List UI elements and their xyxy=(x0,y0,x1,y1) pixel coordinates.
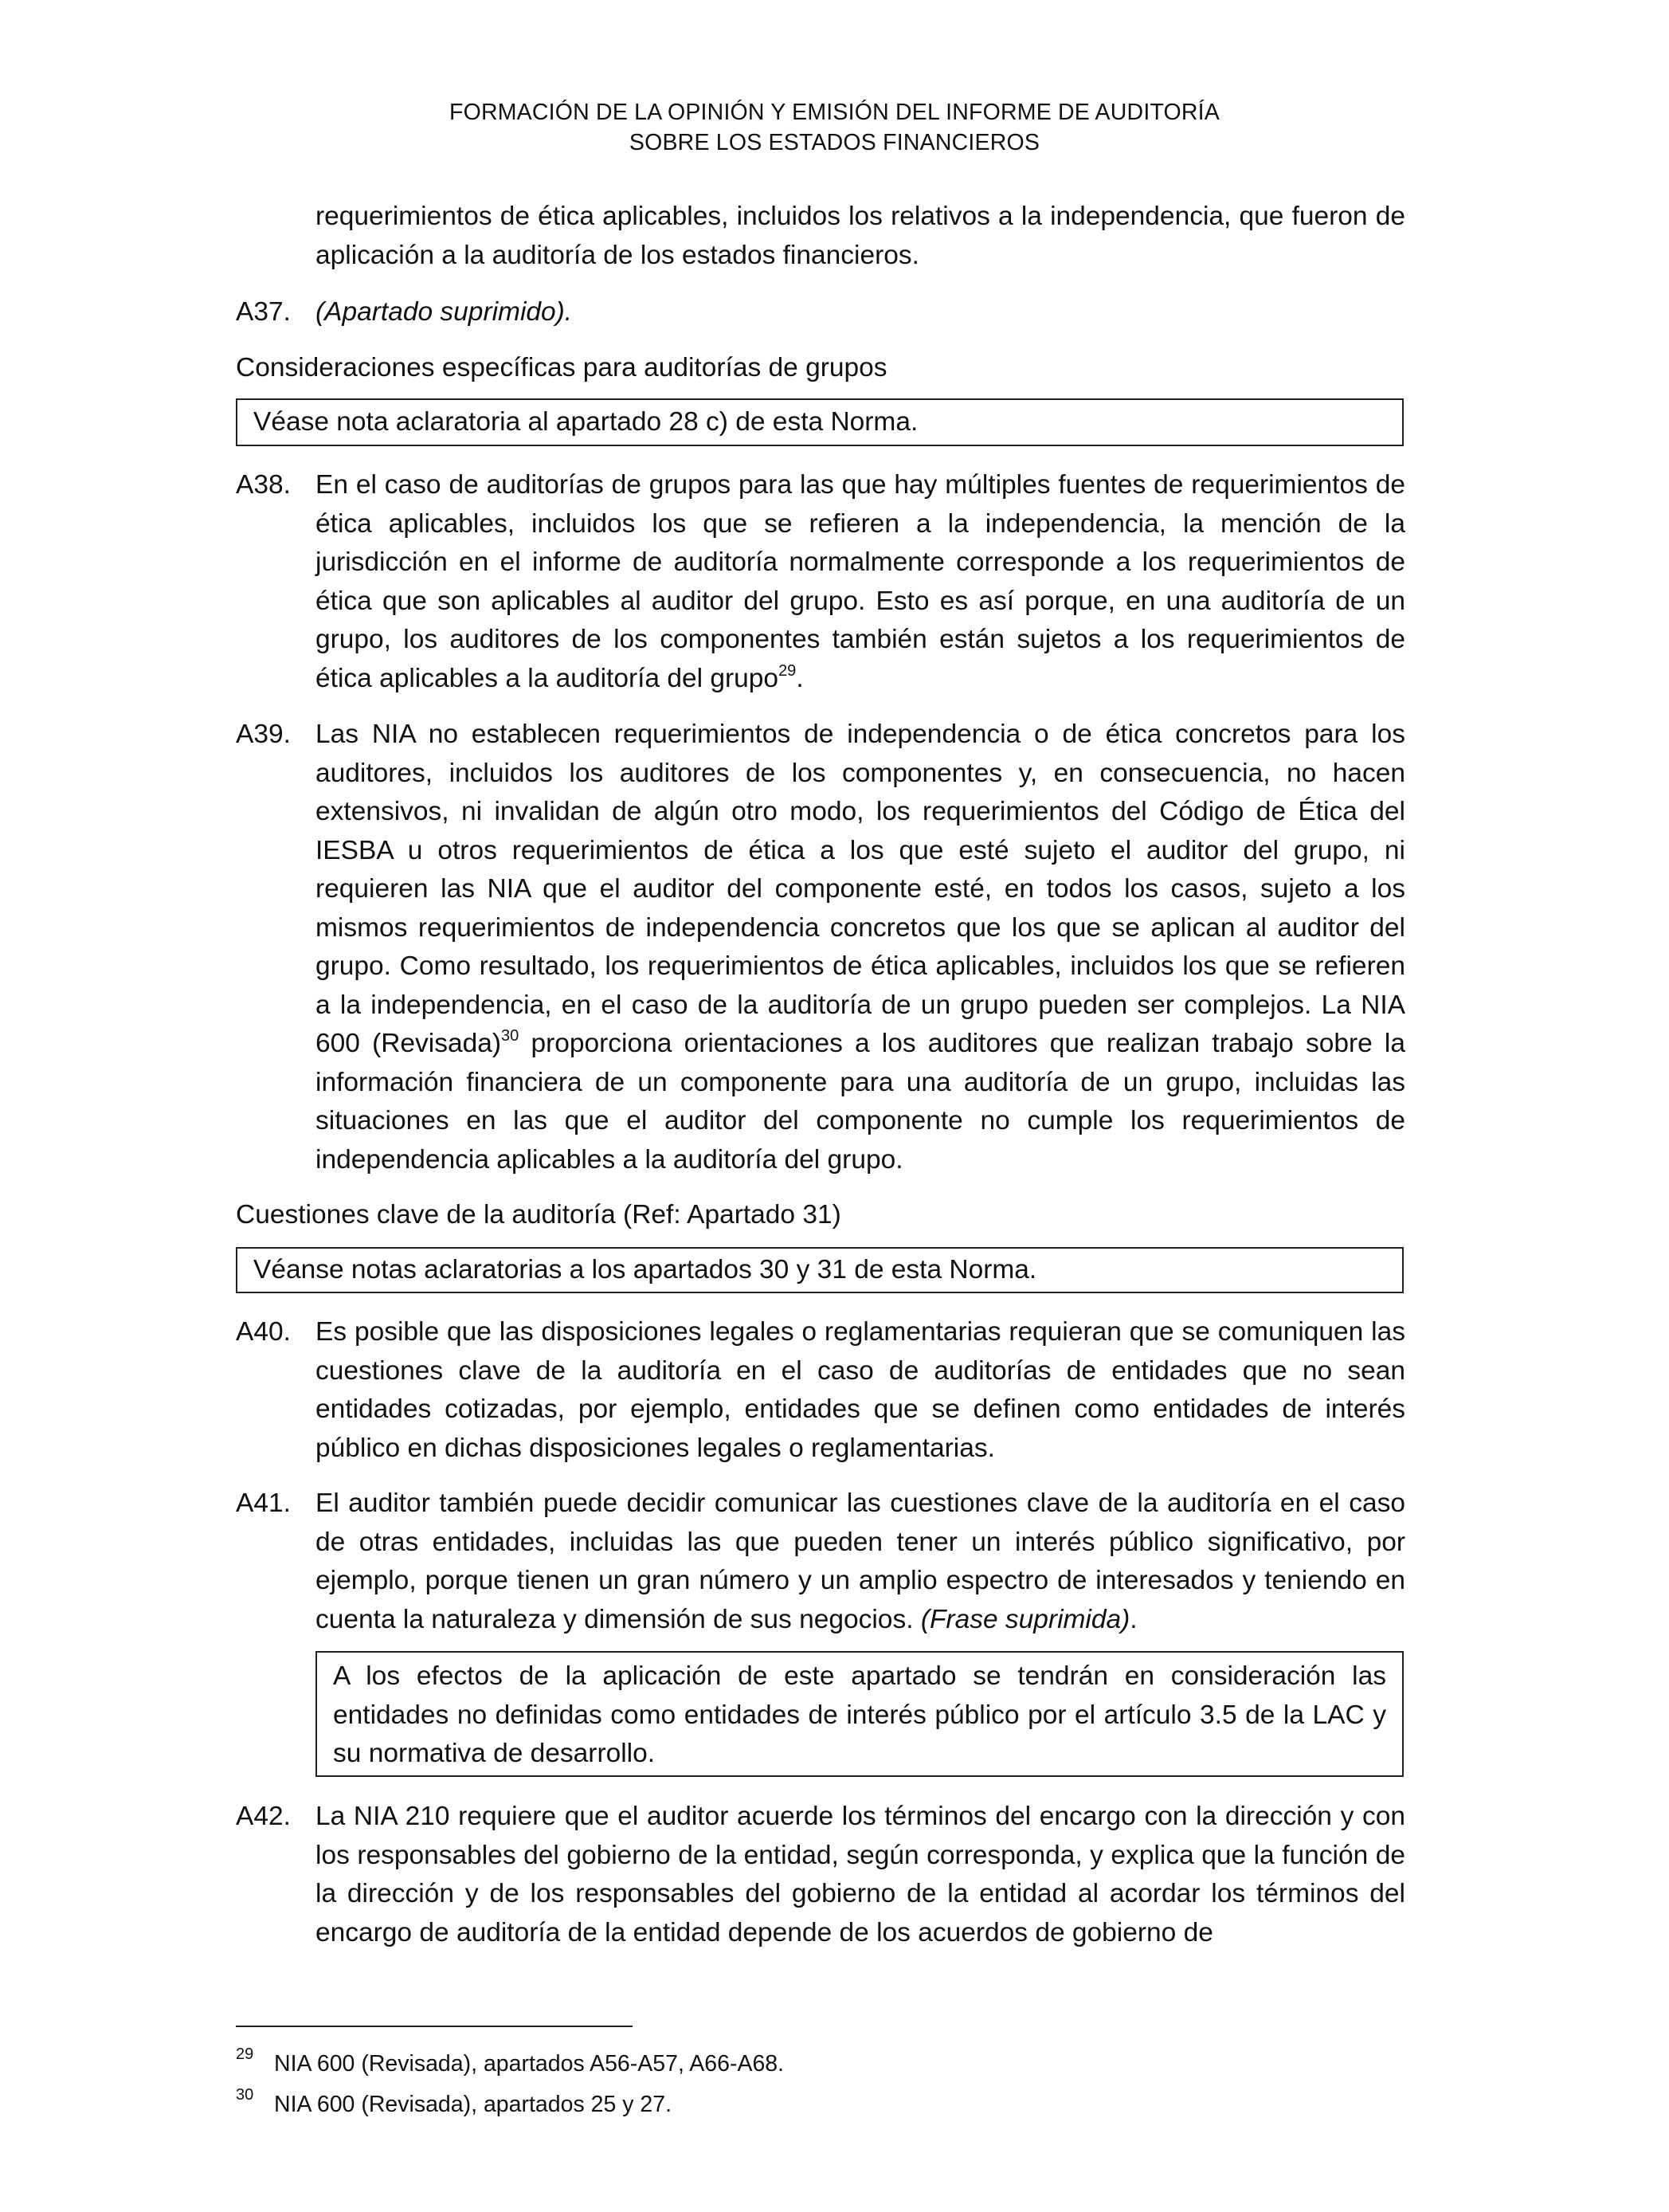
footnote-ref-29[interactable]: 29 xyxy=(778,661,797,680)
paragraph-a38 xyxy=(315,466,1405,698)
paragraph-a39 xyxy=(315,716,1405,1179)
note-box-a41 xyxy=(315,1651,1404,1777)
note-box-28c-text: Véase nota aclaratoria al apartado 28 c) de esta Norma. xyxy=(253,407,919,437)
footnote-29-text: NIA 600 (Revisada), apartados A56-A57, A66-A68. xyxy=(274,2051,785,2077)
note-box-a41-text: A los efectos de la aplicación de este apartado se tendrán en consideración las entidades no definidas como entidades de interés público por el artículo 3.5 de la LAC y su normativa de desarrollo. xyxy=(333,1661,1386,1768)
paragraph-a39-text-before: Las NIA no establecen requerimientos de independencia o de ética concretos para los auditores, incluidos los auditores de los componentes y, en consecuencia, no hacen extensivos, ni invalidan de algún otro modo, los requerimientos del Código de Ética del IESBA u otros requerimientos de ética a los que esté sujeto el auditor del grupo, ni requieren las NIA que el auditor del componente esté, en todos los casos, sujeto a los mismos requerimientos de independencia concretos que los que se aplican al auditor del grupo. Como resultado, los requerimientos de ética aplicables, incluidos los que se refieren a la independencia, en el caso de la auditoría de un grupo pueden ser complejos. La NIA 600 (Revisada) xyxy=(315,720,1405,1058)
paragraph-a39-text-after: proporciona orientaciones a los auditores que realizan trabajo sobre la información financiera de un componente para una auditoría de un grupo, incluidas las situaciones en las que el auditor del componente no cumple los requerimientos de independencia aplicables a la auditoría del grupo. xyxy=(315,1029,1406,1175)
footnote-29-mark: 29 xyxy=(236,2045,254,2063)
footnote-ref-30[interactable]: 30 xyxy=(501,1027,519,1045)
paragraph-number-a40: A40. xyxy=(236,1317,291,1347)
paragraph-a38-text: En el caso de auditorías de grupos para las que hay múltiples fuentes de requerimientos de ética aplicables, incluidos los que se refieren a la independencia, la mención de la jurisdicción en el informe de auditoría normalmente corresponde a los requerimientos de ética que son aplicables al auditor del grupo. Esto es así porque, en una auditoría de un grupo, los auditores de los componentes también están sujetos a los requerimientos de ética aplicables a la auditoría del grupo xyxy=(315,470,1405,693)
paragraph-a41-end: . xyxy=(1130,1604,1138,1634)
paragraph-number-a39: A39. xyxy=(236,720,291,749)
paragraph-number-a37: A37. xyxy=(236,297,291,327)
paragraph-a38-end: . xyxy=(796,663,804,693)
footnote-30-text: NIA 600 (Revisada), apartados 25 y 27. xyxy=(274,2092,672,2117)
note-box-28c xyxy=(236,398,1404,446)
note-box-30-31-text: Véanse notas aclaratorias a los apartados 30 y 31 de esta Norma. xyxy=(253,1255,1037,1284)
paragraph-a42-text: La NIA 210 requiere que el auditor acuerde los términos del encargo con la dirección y con los responsables del gobierno de la entidad, según corresponda, y explica que la función de la dirección y de los responsables del gobierno de la entidad al acordar los términos del encargo de auditoría de la entidad depende de los acuerdos de gobierno de xyxy=(315,1802,1405,1947)
header-line-1: FORMACIÓN DE LA OPINIÓN Y EMISIÓN DEL INFORME DE AUDITORÍA xyxy=(449,100,1220,125)
note-box-30-31 xyxy=(236,1247,1404,1293)
paragraph-a41-text: El auditor también puede decidir comunicar las cuestiones clave de la auditoría en el caso de otras entidades, incluidas las que pueden tener un interés público significativo, por ejemplo, porque tienen un gran número y un amplio espectro de interesados y teniendo en cuenta la naturaleza y dimensión de sus negocios. xyxy=(315,1488,1405,1634)
paragraph-number-a42: A42. xyxy=(236,1802,291,1831)
paragraph-a37-text: (Apartado suprimido). xyxy=(315,297,573,327)
section-heading-cuestiones-clave: Cuestiones clave de la auditoría (Ref: Apartado 31) xyxy=(236,1200,841,1230)
paragraph-a41-italic: (Frase suprimida) xyxy=(920,1604,1130,1634)
paragraph-a40-text: Es posible que las disposiciones legales o reglamentarias requieran que se comuniquen las cuestiones clave de la auditoría en el caso de auditorías de entidades que no sean entidades cotizadas, por ejemplo, entidades que se definen como entidades de interés público en dichas disposiciones legales o reglamentarias. xyxy=(315,1317,1405,1463)
footnote-separator xyxy=(236,2026,633,2027)
paragraph-number-a38: A38. xyxy=(236,470,291,500)
paragraph-number-a41: A41. xyxy=(236,1488,291,1518)
page-header xyxy=(0,97,1669,158)
header-line-2: SOBRE LOS ESTADOS FINANCIEROS xyxy=(629,130,1040,155)
footnote-30-mark: 30 xyxy=(236,2086,254,2104)
section-heading-grupos: Consideraciones específicas para auditorías de grupos xyxy=(236,353,887,382)
continuation-paragraph: requerimientos de ética aplicables, incluidos los relativos a la independencia, que fueron de aplicación a la auditoría de los estados financieros. xyxy=(315,202,1405,270)
paragraph-a41 xyxy=(315,1484,1405,1639)
